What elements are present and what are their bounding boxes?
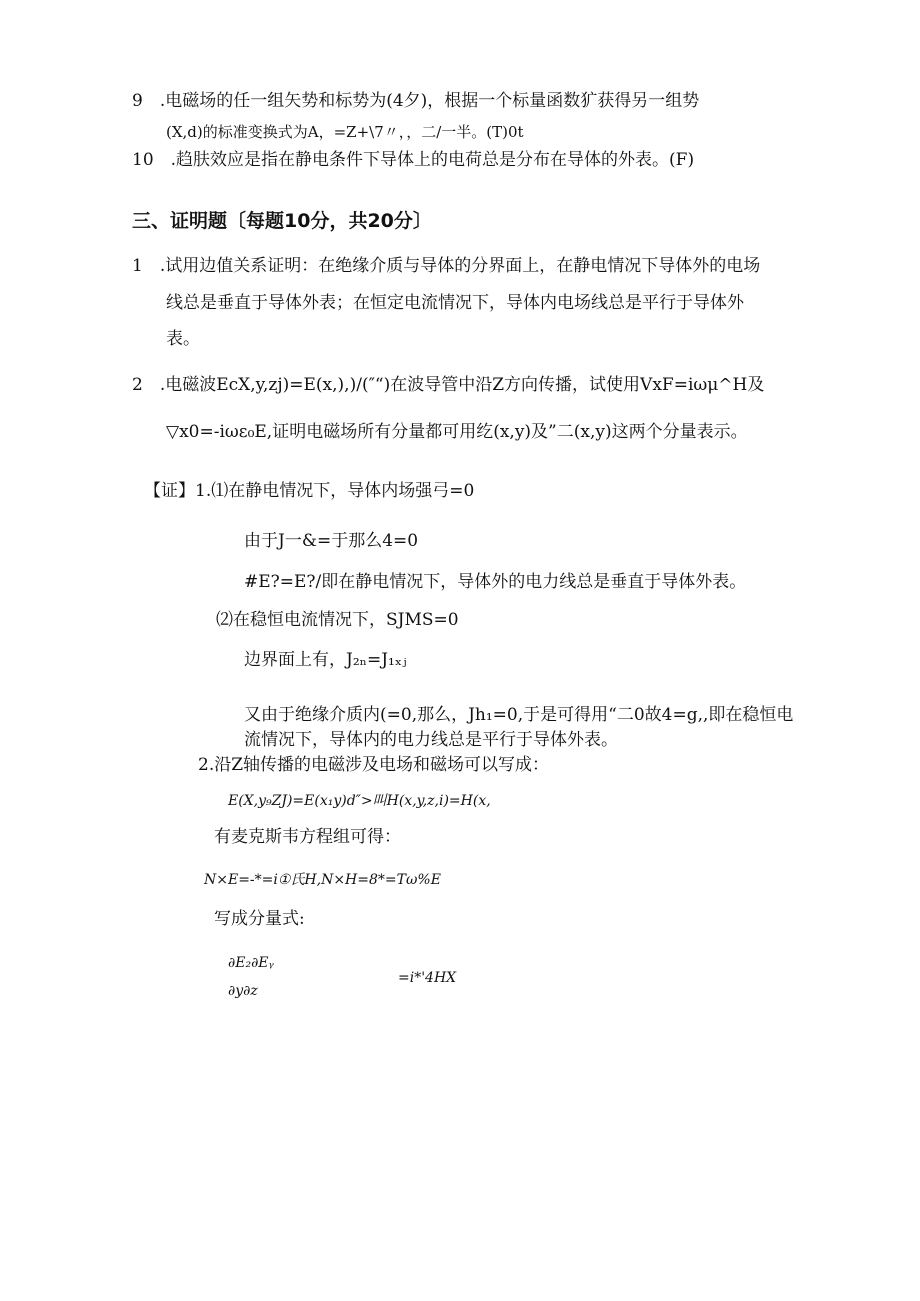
- proof-line-12: 写成分量式:: [214, 909, 305, 929]
- proof-line-8: 2.沿Z轴传播的电磁涉及电场和磁场可以写成：: [198, 755, 550, 775]
- p1-line-2: 线总是垂直于导体外表；在恒定电流情况下，导体内电场线总是平行于导体外: [166, 293, 744, 313]
- proof-line-2: 由于J一&=于那么4=0: [244, 531, 419, 551]
- p2-line-1: 2 .电磁波EcX,y,zj)=E(x,),)/(″“)在波导管中沿Z方向传播，试使用VxF=iωμ^H及: [132, 375, 765, 395]
- proof-line-1: 【证】1.⑴在静电情况下，导体内场强弓=0: [144, 481, 475, 501]
- fraction-numerator: ∂E₂∂Eᵧ: [228, 955, 274, 971]
- proof-line-5: 边界面上有，J₂ₙ=J₁ₓⱼ: [244, 650, 407, 670]
- fraction-denominator: ∂y∂z: [228, 983, 258, 999]
- p2-line-2: ▽x0=-iωε₀E,证明电磁场所有分量都可用纥(x,y)及”二(x,y)这两个分量表示。: [166, 422, 748, 442]
- q9-line-1: 9 .电磁场的任一组矢势和标势为(4夕)，根据一个标量函数犷获得另一组势: [132, 91, 700, 111]
- proof-line-10: 有麦克斯韦方程组可得：: [214, 827, 401, 847]
- section-heading: 三、证明题〔每题10分，共20分〕: [132, 210, 432, 232]
- q9-line-2: (X,d)的标准变换式为A，=Z+\7〃，，二/一半。(T)0t: [166, 123, 524, 141]
- proof-line-7: 流情况下，导体内的电力线总是平行于导体外表。: [244, 730, 618, 750]
- p1-line-1: 1 .试用边值关系证明：在绝缘介质与导体的分界面上，在静电情况下导体外的电场: [132, 256, 761, 276]
- proof-line-11: N×E=-*=i①氏H,N×H=8*=Tω%E: [204, 872, 441, 888]
- proof-line-3: #E?=E?/即在静电情况下，导体外的电力线总是垂直于导体外表。: [244, 572, 747, 592]
- p1-line-3: 表。: [166, 329, 200, 349]
- q10-line-1: 10 .趋肤效应是指在静电条件下导体上的电荷总是分布在导体的外表。(F): [132, 150, 695, 170]
- fraction-rhs: =i*'4HX: [398, 970, 457, 986]
- proof-line-4: ⑵在稳恒电流情况下，SJMS=0: [216, 610, 459, 630]
- proof-line-6: 又由于绝缘介质内(=0,那么，Jh₁=0,于是可得用“二0故4=g,,即在稳恒电: [244, 705, 794, 725]
- proof-line-9: E(X,y₉ZJ)=E(x₁y)d″>叫H(x,y,z,i)=H(x,: [228, 793, 491, 809]
